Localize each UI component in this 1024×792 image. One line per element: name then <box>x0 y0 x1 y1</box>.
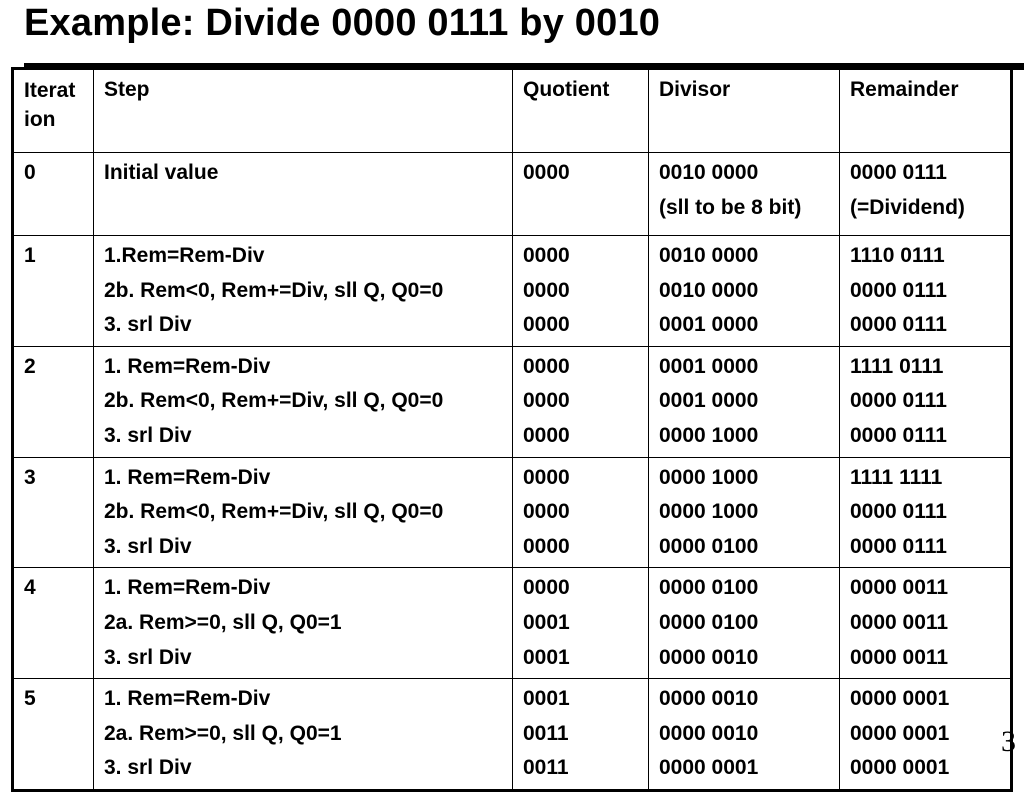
cell-remainder <box>840 679 1012 791</box>
step-line: 2a. Rem>=0, sll Q, Q0=1 <box>104 721 342 745</box>
divisor-value: 0010 0000 <box>659 244 759 267</box>
cell-quotient <box>513 457 649 568</box>
iteration-value: 5 <box>24 687 36 711</box>
header-quotient <box>513 69 649 153</box>
cell-divisor <box>649 568 840 679</box>
header-iteration-part: Iterat <box>24 79 76 102</box>
quotient-value: 0011 <box>523 756 569 780</box>
divisor-value: 0010 0000 <box>659 278 759 302</box>
cell-quotient <box>513 153 649 236</box>
quotient-value: 0000 <box>523 244 570 267</box>
quotient-value: 0000 <box>523 500 570 524</box>
step-line: 2b. Rem<0, Rem+=Div, sll Q, Q0=0 <box>104 500 444 524</box>
quotient-value: 0001 <box>523 687 570 711</box>
header-quotient-label: Quotient <box>523 78 610 101</box>
step-line: 1. Rem=Rem-Div <box>104 687 271 711</box>
remainder-value: 0000 0111 <box>850 389 947 413</box>
quotient-value: 0000 <box>523 354 570 378</box>
cell-remainder <box>840 236 1012 347</box>
cell-iteration <box>13 153 94 236</box>
divisor-value: 0000 0001 <box>659 756 759 780</box>
header-iteration <box>13 69 94 153</box>
header-remainder <box>840 69 1012 153</box>
table-row-initial <box>13 153 1012 236</box>
iteration-value: 3 <box>24 465 36 489</box>
divisor-value: 0000 1000 <box>659 465 759 489</box>
cell-divisor <box>649 236 840 347</box>
step-line: 2b. Rem<0, Rem+=Div, sll Q, Q0=0 <box>104 389 444 413</box>
step-line: 2a. Rem>=0, sll Q, Q0=1 <box>104 610 342 634</box>
step-line: 1. Rem=Rem-Div <box>104 576 271 600</box>
cell-divisor <box>649 457 840 568</box>
divisor-value: 0000 0010 <box>659 687 759 711</box>
cell-iteration <box>13 346 94 457</box>
remainder-value: 1111 0111 <box>850 354 944 378</box>
table-row <box>13 457 1012 568</box>
remainder-value: 0000 0001 <box>850 756 950 780</box>
divisor-value: 0001 0000 <box>659 354 759 378</box>
remainder-value: 1110 0111 <box>850 244 945 267</box>
divisor-value: 0000 1000 <box>659 423 759 447</box>
cell-divisor <box>649 153 840 236</box>
step-line: 1.Rem=Rem-Div <box>104 244 265 267</box>
divisor-value: 0001 0000 <box>659 313 759 337</box>
cell-quotient <box>513 346 649 457</box>
quotient-value: 0000 <box>523 423 570 447</box>
step-line: 1. Rem=Rem-Div <box>104 354 271 378</box>
cell-steps <box>94 679 513 791</box>
divisor-value: 0000 0100 <box>659 610 759 634</box>
remainder-value: 0000 0111 <box>850 534 947 558</box>
step-line: 3. srl Div <box>104 534 192 558</box>
remainder-value: 0000 0111 <box>850 161 947 184</box>
quotient-value: 0000 <box>523 389 570 413</box>
step-line: 1. Rem=Rem-Div <box>104 465 271 489</box>
cell-quotient <box>513 236 649 347</box>
cell-iteration <box>13 457 94 568</box>
step-line: 3. srl Div <box>104 423 192 447</box>
remainder-note: (=Dividend) <box>850 195 965 219</box>
quotient-value: 0000 <box>523 161 570 184</box>
divisor-note: (sll to be 8 bit) <box>659 195 802 219</box>
header-divisor-label: Divisor <box>659 78 731 101</box>
header-row <box>13 69 1012 153</box>
remainder-value: 0000 0011 <box>850 576 949 600</box>
cell-quotient <box>513 679 649 791</box>
iteration-value: 2 <box>24 354 36 378</box>
remainder-value: 0000 0001 <box>850 687 950 711</box>
quotient-value: 0001 <box>523 610 570 634</box>
step-line: 3. srl Div <box>104 313 192 337</box>
remainder-value: 0000 0011 <box>850 645 949 669</box>
divisor-value: 0000 0100 <box>659 576 759 600</box>
quotient-value: 0000 <box>523 278 570 302</box>
table-row <box>13 236 1012 347</box>
cell-quotient <box>513 568 649 679</box>
quotient-value: 0000 <box>523 534 570 558</box>
table-row <box>13 568 1012 679</box>
divisor-value: 0000 1000 <box>659 500 759 524</box>
cell-remainder <box>840 568 1012 679</box>
cell-divisor <box>649 346 840 457</box>
cell-steps <box>94 236 513 347</box>
remainder-value: 0000 0111 <box>850 313 947 337</box>
remainder-value: 0000 0001 <box>850 721 950 745</box>
cell-divisor <box>649 679 840 791</box>
iteration-value: 0 <box>24 161 36 184</box>
remainder-value: 0000 0111 <box>850 500 947 524</box>
cell-steps <box>94 568 513 679</box>
divisor-value: 0000 0100 <box>659 534 759 558</box>
header-remainder-label: Remainder <box>850 78 959 101</box>
divisor-value: 0001 0000 <box>659 389 759 413</box>
cell-steps <box>94 346 513 457</box>
cell-remainder <box>840 457 1012 568</box>
divisor-value: 0000 0010 <box>659 721 759 745</box>
header-iteration-label <box>24 76 93 134</box>
step-line: 3. srl Div <box>104 756 192 780</box>
slide-title: Example: Divide 0000 0111 by 0010 <box>24 2 661 44</box>
cell-iteration <box>13 679 94 791</box>
step-line: 3. srl Div <box>104 645 192 669</box>
divisor-value: 0010 0000 <box>659 161 759 184</box>
table-row <box>13 346 1012 457</box>
remainder-value: 0000 0111 <box>850 423 947 447</box>
cell-iteration <box>13 236 94 347</box>
table-row <box>13 679 1012 791</box>
cell-remainder <box>840 346 1012 457</box>
cell-iteration <box>13 568 94 679</box>
quotient-value: 0000 <box>523 576 570 600</box>
cell-steps <box>94 457 513 568</box>
remainder-value: 1111 1111 <box>850 465 943 489</box>
header-divisor <box>649 69 840 153</box>
step-line: 2b. Rem<0, Rem+=Div, sll Q, Q0=0 <box>104 278 444 302</box>
header-step-label: Step <box>104 78 150 101</box>
remainder-value: 0000 0111 <box>850 278 947 302</box>
quotient-value: 0000 <box>523 465 570 489</box>
quotient-value: 0011 <box>523 721 569 745</box>
page-number: 3 <box>1001 725 1016 758</box>
header-iteration-part: ion <box>24 108 56 131</box>
cell-remainder <box>840 153 1012 236</box>
cell-step <box>94 153 513 236</box>
iteration-value: 4 <box>24 576 36 600</box>
divisor-value: 0000 0010 <box>659 645 759 669</box>
iteration-value: 1 <box>24 244 36 267</box>
step-text: Initial value <box>104 161 219 184</box>
header-step <box>94 69 513 153</box>
division-steps-table <box>11 67 1013 792</box>
quotient-value: 0000 <box>523 313 570 337</box>
quotient-value: 0001 <box>523 645 570 669</box>
remainder-value: 0000 0011 <box>850 610 949 634</box>
